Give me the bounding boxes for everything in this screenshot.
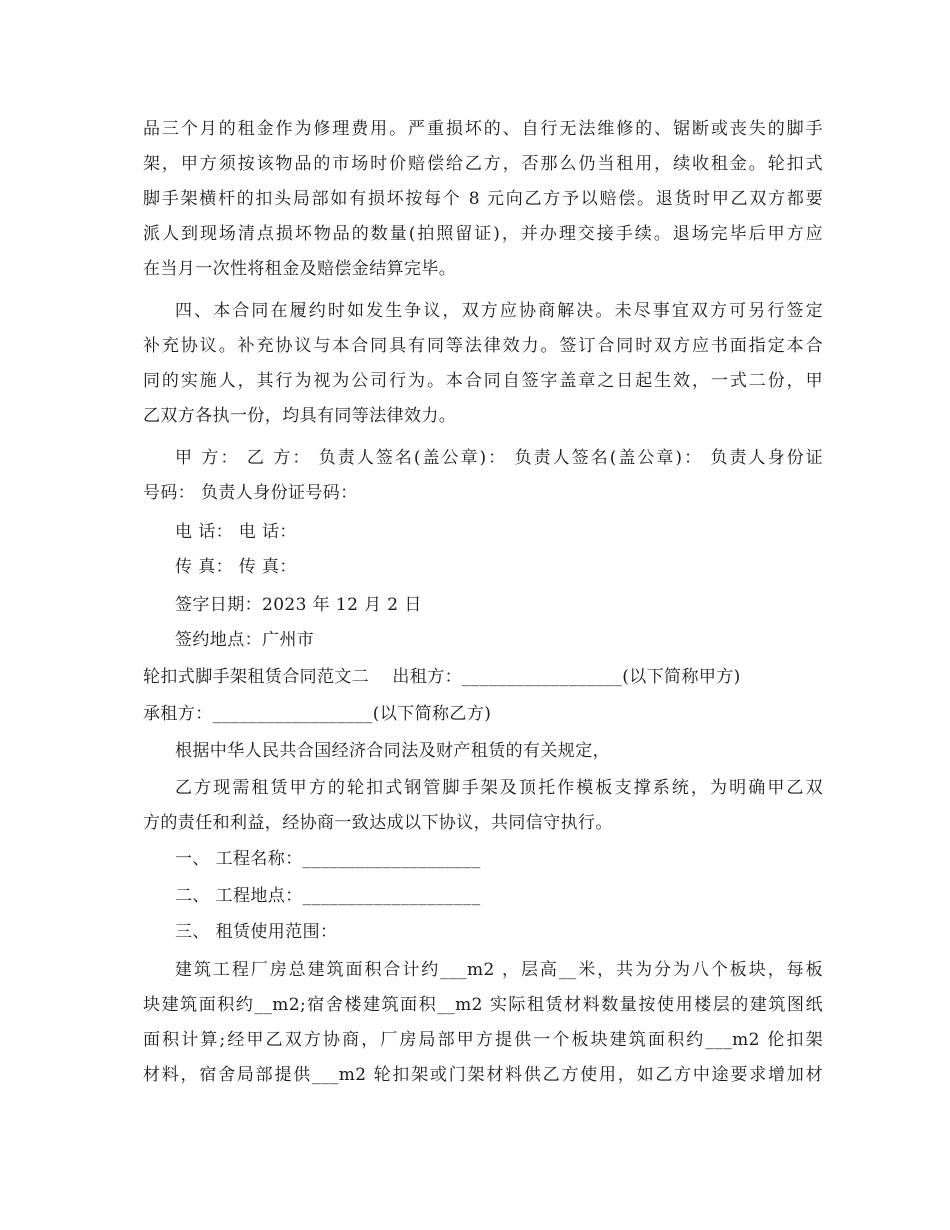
project-location-line: 二、 工程地点：____________________ (175, 886, 481, 906)
phone-line: 电 话： 电 话： (175, 522, 297, 542)
paragraph-line: 面积计算;经甲乙双方协商，厂房局部甲方提供一个板块建筑面积约___m2 伦扣架 (143, 1030, 823, 1050)
paragraph-line: 补充协议。补充协议与本合同具有同等法律效力。签订合同时双方应书面指定本合 (143, 336, 823, 356)
paragraph-line: 材料，宿舍局部提供___m2 轮扣架或门架材料供乙方使用，如乙方中途要求增加材 (143, 1065, 823, 1085)
paragraph-line: 根据中华人民共合国经济合同法及财产租赁的有关规定， (175, 741, 610, 761)
paragraph-line: 品三个月的租金作为修理费用。严重损坏的、自行无法维修的、锯断或丧失的脚手 (143, 119, 823, 139)
signing-date: 签字日期：2023 年 12 月 2 日 (175, 595, 422, 615)
paragraph-line: 乙方现需租赁甲方的轮扣式钢管脚手架及顶托作模板支撑系统，为明确甲乙双 (175, 778, 823, 798)
paragraph-line: 在当月一次性将租金及赔偿金结算完毕。 (143, 259, 457, 279)
paragraph-line: 派人到现场清点损坏物品的数量(拍照留证)，并办理交接手续。退场完毕后甲方应 (143, 224, 823, 244)
project-name-line: 一、 工程名称：____________________ (175, 849, 481, 869)
section-title-line: 轮扣式脚手架租赁合同范文二 出租方：__________________(以下简称甲方) (143, 667, 741, 687)
signature-line: 甲 方： 乙 方： 负责人签名(盖公章)： 负责人签名(盖公章)： 负责人身份证 (175, 448, 823, 468)
lessee-line: 承租方：__________________(以下简称乙方) (143, 704, 492, 724)
paragraph-line: 脚手架横杆的扣头局部如有损坏按每个 8 元向乙方予以赔偿。退货时甲乙双方都要 (143, 189, 823, 209)
signature-line: 号码： 负责人身份证号码： (143, 483, 358, 503)
paragraph-line: 建筑工程厂房总建筑面积合计约___m2 ，层高__米，共为分为八个板块，每板 (175, 960, 823, 980)
paragraph-line: 方的责任和利益，经协商一致达成以下协议，共同信守执行。 (143, 813, 613, 833)
paragraph-line: 四、本合同在履约时如发生争议，双方应协商解决。未尽事宜双方可另行签定 (175, 301, 823, 321)
lease-scope-heading: 三、 租赁使用范围： (175, 922, 338, 942)
signing-place: 签约地点：广州市 (175, 630, 315, 650)
paragraph-line: 同的实施人，其行为视为公司行为。本合同自签字盖章之日起生效，一式二份，甲 (143, 371, 823, 391)
paragraph-line: 架，甲方须按该物品的市场时价赔偿给乙方，否那么仍当租用，续收租金。轮扣式 (143, 154, 823, 174)
fax-line: 传 真： 传 真： (175, 557, 297, 577)
paragraph-line: 块建筑面积约__m2;宿舍楼建筑面积__m2 实际租赁材料数量按使用楼层的建筑图纸 (143, 995, 823, 1015)
paragraph-line: 乙双方各执一份，均具有同等法律效力。 (143, 406, 457, 426)
